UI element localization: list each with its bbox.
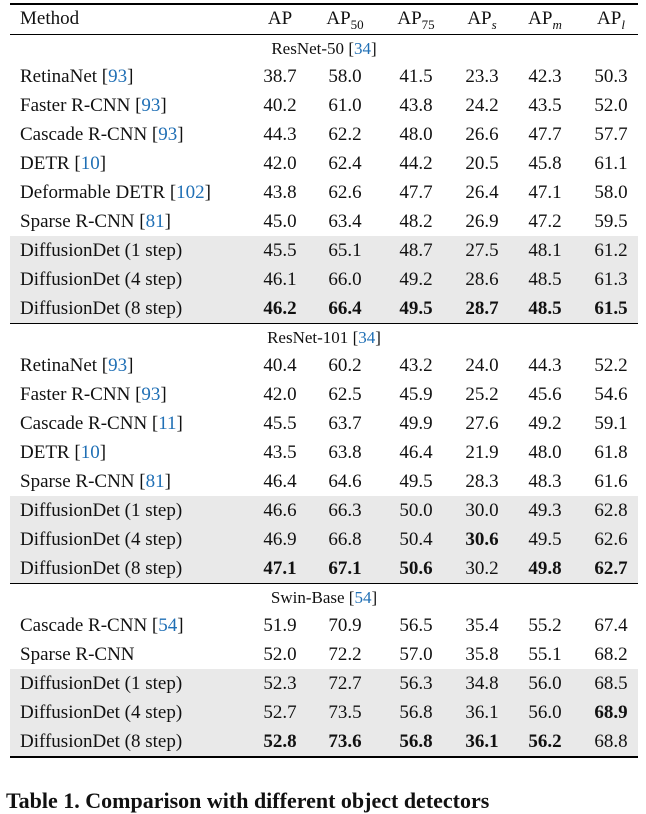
value-cell: 52.7 [263,702,297,723]
value-cell: 46.2 [263,298,297,319]
value-cell: 45.0 [263,211,297,232]
value-cell: 65.1 [328,240,362,261]
method-cell: Sparse R-CNN [81] [20,471,171,492]
value-cell: 48.5 [528,269,562,290]
table-header [10,4,638,33]
value-cell: 45.6 [528,384,562,405]
value-cell: 52.2 [594,355,628,376]
value-cell: 55.1 [528,644,562,665]
value-cell: 28.7 [465,298,499,319]
value-cell: 20.5 [465,153,499,174]
method-name: Sparse R-CNN [20,644,135,665]
value-cell: 73.5 [328,702,362,723]
value-cell: 62.5 [328,384,362,405]
method-name: DiffusionDet (8 step) [20,731,183,752]
value-cell: 24.2 [465,95,499,116]
value-cell: 36.1 [465,702,499,723]
value-cell: 63.4 [328,211,362,232]
method-name: DiffusionDet (4 step) [20,529,183,550]
value-cell: 48.7 [399,240,433,261]
table-row [10,236,638,265]
value-cell: 63.8 [328,442,362,463]
method-name: RetinaNet [20,66,98,87]
method-name: Faster R-CNN [20,384,131,405]
value-cell: 61.5 [594,298,628,319]
method-name: Cascade R-CNN [20,615,148,636]
method-cell: Deformable DETR [102] [20,182,211,203]
value-cell: 60.2 [328,355,362,376]
method-cell [20,525,182,554]
value-cell: 30.2 [465,558,499,579]
method-cell: Faster R-CNN [93] [20,384,167,405]
table-row [10,554,638,583]
value-cell: 23.3 [465,66,499,87]
table-row [10,149,638,178]
method-cell: Cascade R-CNN [54] [20,615,184,636]
value-cell: 28.3 [465,471,499,492]
value-cell: 56.0 [528,702,562,723]
value-cell: 62.6 [328,182,362,203]
section-header: Swin-Base [54] [270,588,378,607]
method-cell: Faster R-CNN [93] [20,95,167,116]
value-cell: 51.9 [263,615,297,636]
value-cell: 72.2 [328,644,362,665]
header-ap75: $AP_{75}$ [397,8,435,32]
value-cell: 68.2 [594,644,628,665]
value-cell: 72.7 [328,673,362,694]
value-cell: 44.2 [399,153,433,174]
value-cell: 42.3 [528,66,562,87]
value-cell: 42.0 [263,384,297,405]
value-cell: 49.8 [528,558,562,579]
table-row [10,62,638,91]
citation-link[interactable]: 34 [358,328,376,347]
value-cell: 47.7 [399,182,433,203]
value-cell: 47.1 [263,558,297,579]
value-cell: 35.4 [465,615,499,636]
value-cell: 26.4 [465,182,499,203]
value-cell: 24.0 [465,355,499,376]
method-cell: Sparse R-CNN [81] [20,211,171,232]
value-cell: 66.0 [328,269,362,290]
value-cell: 56.8 [399,731,433,752]
value-cell: 48.5 [528,298,562,319]
citation-link[interactable]: 93 [141,384,161,405]
value-cell: 49.9 [399,413,433,434]
header-apl: $AP_l$ [597,8,625,32]
table-caption [0,784,640,813]
method-cell [20,236,182,265]
value-cell: 56.0 [528,673,562,694]
value-cell: 59.1 [594,413,628,434]
table-row [10,380,638,409]
table-row [10,409,638,438]
value-cell: 62.8 [594,500,628,521]
value-cell: 73.6 [328,731,362,752]
value-cell: 43.5 [528,95,562,116]
method-cell [20,496,182,525]
header-apm: $AP_m$ [528,8,562,32]
value-cell: 61.8 [594,442,628,463]
method-name: Cascade R-CNN [20,124,148,145]
method-cell [20,640,135,669]
method-name: DETR [20,442,70,463]
value-cell: 46.4 [399,442,433,463]
value-cell: 48.1 [528,240,562,261]
table-row [10,178,638,207]
value-cell: 43.2 [399,355,433,376]
method-name: DiffusionDet (4 step) [20,269,183,290]
value-cell: 48.2 [399,211,433,232]
value-cell: 38.7 [263,66,297,87]
method-name: Cascade R-CNN [20,413,148,434]
table-row [10,640,638,669]
method-name: DiffusionDet (4 step) [20,702,183,723]
header-aps: $AP_s$ [467,8,497,32]
method-cell [20,727,182,756]
method-name: DiffusionDet (1 step) [20,240,183,261]
value-cell: 68.5 [594,673,628,694]
value-cell: 36.1 [465,731,499,752]
citation-link[interactable]: 81 [145,471,165,492]
value-cell: 64.6 [328,471,362,492]
value-cell: 45.8 [528,153,562,174]
value-cell: 50.6 [399,558,433,579]
value-cell: 56.5 [399,615,433,636]
method-name: Sparse R-CNN [20,471,135,492]
value-cell: 57.7 [594,124,628,145]
header-ap: AP [267,8,293,29]
method-name: DiffusionDet (8 step) [20,298,183,319]
value-cell: 47.1 [528,182,562,203]
value-cell: 56.2 [528,731,562,752]
value-cell: 48.0 [528,442,562,463]
citation-link[interactable]: 93 [108,66,128,87]
value-cell: 46.4 [263,471,297,492]
value-cell: 44.3 [528,355,562,376]
value-cell: 68.9 [594,702,628,723]
value-cell: 62.4 [328,153,362,174]
method-cell [20,554,182,583]
table-row [10,265,638,294]
table-row [10,438,638,467]
value-cell: 62.6 [594,529,628,550]
value-cell: 66.4 [328,298,362,319]
method-cell: Cascade R-CNN [93] [20,124,184,145]
value-cell: 70.9 [328,615,362,636]
value-cell: 47.2 [528,211,562,232]
value-cell: 56.3 [399,673,433,694]
method-name: RetinaNet [20,355,98,376]
value-cell: 49.3 [528,500,562,521]
value-cell: 52.0 [594,95,628,116]
value-cell: 43.5 [263,442,297,463]
method-cell: DETR [10] [20,153,107,174]
value-cell: 30.6 [465,529,499,550]
value-cell: 27.6 [465,413,499,434]
value-cell: 42.0 [263,153,297,174]
table-row [10,207,638,236]
value-cell: 48.3 [528,471,562,492]
table-row [10,467,638,496]
table-row [10,727,638,756]
value-cell: 28.6 [465,269,499,290]
value-cell: 50.4 [399,529,433,550]
value-cell: 40.2 [263,95,297,116]
value-cell: 58.0 [594,182,628,203]
method-name: DiffusionDet (8 step) [20,558,183,579]
value-cell: 52.3 [263,673,297,694]
value-cell: 27.5 [465,240,499,261]
value-cell: 43.8 [399,95,433,116]
method-cell [20,669,182,698]
value-cell: 41.5 [399,66,433,87]
citation-link[interactable]: 10 [80,153,100,174]
table-row [10,611,638,640]
value-cell: 45.5 [263,240,297,261]
value-cell: 48.0 [399,124,433,145]
header-method: Method [20,8,80,29]
value-cell: 45.9 [399,384,433,405]
value-cell: 34.8 [465,673,499,694]
method-name: Faster R-CNN [20,95,131,116]
value-cell: 49.5 [399,471,433,492]
value-cell: 61.3 [594,269,628,290]
method-name: DiffusionDet (1 step) [20,500,183,521]
method-name: DETR [20,153,70,174]
value-cell: 49.5 [399,298,433,319]
value-cell: 26.9 [465,211,499,232]
value-cell: 58.0 [328,66,362,87]
citation-link[interactable]: 93 [158,124,178,145]
value-cell: 61.6 [594,471,628,492]
value-cell: 50.3 [594,66,628,87]
value-cell: 47.7 [528,124,562,145]
value-cell: 52.8 [263,731,297,752]
value-cell: 54.6 [594,384,628,405]
value-cell: 26.6 [465,124,499,145]
table-row [10,525,638,554]
section-title: Swin-Base [270,588,345,607]
section-header: ResNet-101 [34] [267,328,381,347]
section-title: ResNet-50 [271,39,345,58]
method-cell: DETR [10] [20,442,107,463]
value-cell: 61.0 [328,95,362,116]
citation-link[interactable]: 102 [176,182,205,203]
table-row [10,351,638,380]
method-name: Deformable DETR [20,182,166,203]
value-cell: 55.2 [528,615,562,636]
citation-link[interactable]: 93 [108,355,128,376]
value-cell: 25.2 [465,384,499,405]
value-cell: 46.6 [263,500,297,521]
table-row [10,496,638,525]
citation-link[interactable]: 54 [158,615,178,636]
value-cell: 59.5 [594,211,628,232]
method-cell [20,698,182,727]
table-row [10,698,638,727]
value-cell: 21.9 [465,442,499,463]
value-cell: 63.7 [328,413,362,434]
table-row [10,669,638,698]
method-name: DiffusionDet (1 step) [20,673,183,694]
value-cell: 44.3 [263,124,297,145]
value-cell: 46.1 [263,269,297,290]
method-cell: RetinaNet [93] [20,355,134,376]
value-cell: 67.1 [328,558,362,579]
method-cell: Cascade R-CNN [11] [20,413,183,434]
citation-link[interactable]: 34 [353,39,371,58]
value-cell: 43.8 [263,182,297,203]
value-cell: 46.9 [263,529,297,550]
value-cell: 62.2 [328,124,362,145]
value-cell: 52.0 [263,644,297,665]
value-cell: 61.1 [594,153,628,174]
citation-link[interactable]: 93 [141,95,161,116]
value-cell: 49.2 [399,269,433,290]
value-cell: 49.2 [528,413,562,434]
value-cell: 67.4 [594,615,628,636]
method-cell [20,265,182,294]
method-cell: RetinaNet [93] [20,66,134,87]
citation-link[interactable]: 81 [145,211,165,232]
value-cell: 45.5 [263,413,297,434]
table-row [10,91,638,120]
citation-link[interactable]: 10 [80,442,100,463]
value-cell: 50.0 [399,500,433,521]
value-cell: 35.8 [465,644,499,665]
value-cell: 68.8 [594,731,628,752]
value-cell: 56.8 [399,702,433,723]
value-cell: 30.0 [465,500,499,521]
caption-text: Table 1. Comparison with different object detectors [6,788,490,813]
table-row [10,294,638,323]
method-name: Sparse R-CNN [20,211,135,232]
citation-link[interactable]: 54 [354,588,372,607]
bottom-rule [10,756,638,758]
citation-link[interactable]: 11 [158,413,177,434]
value-cell: 61.2 [594,240,628,261]
section-title: ResNet-101 [267,328,349,347]
value-cell: 40.4 [263,355,297,376]
value-cell: 49.5 [528,529,562,550]
method-cell [20,294,182,323]
value-cell: 66.3 [328,500,362,521]
table-row [10,120,638,149]
value-cell: 62.7 [594,558,628,579]
value-cell: 66.8 [328,529,362,550]
header-ap50: $AP_{50}$ [326,8,364,32]
value-cell: 57.0 [399,644,433,665]
section-header: ResNet-50 [34] [271,39,377,58]
